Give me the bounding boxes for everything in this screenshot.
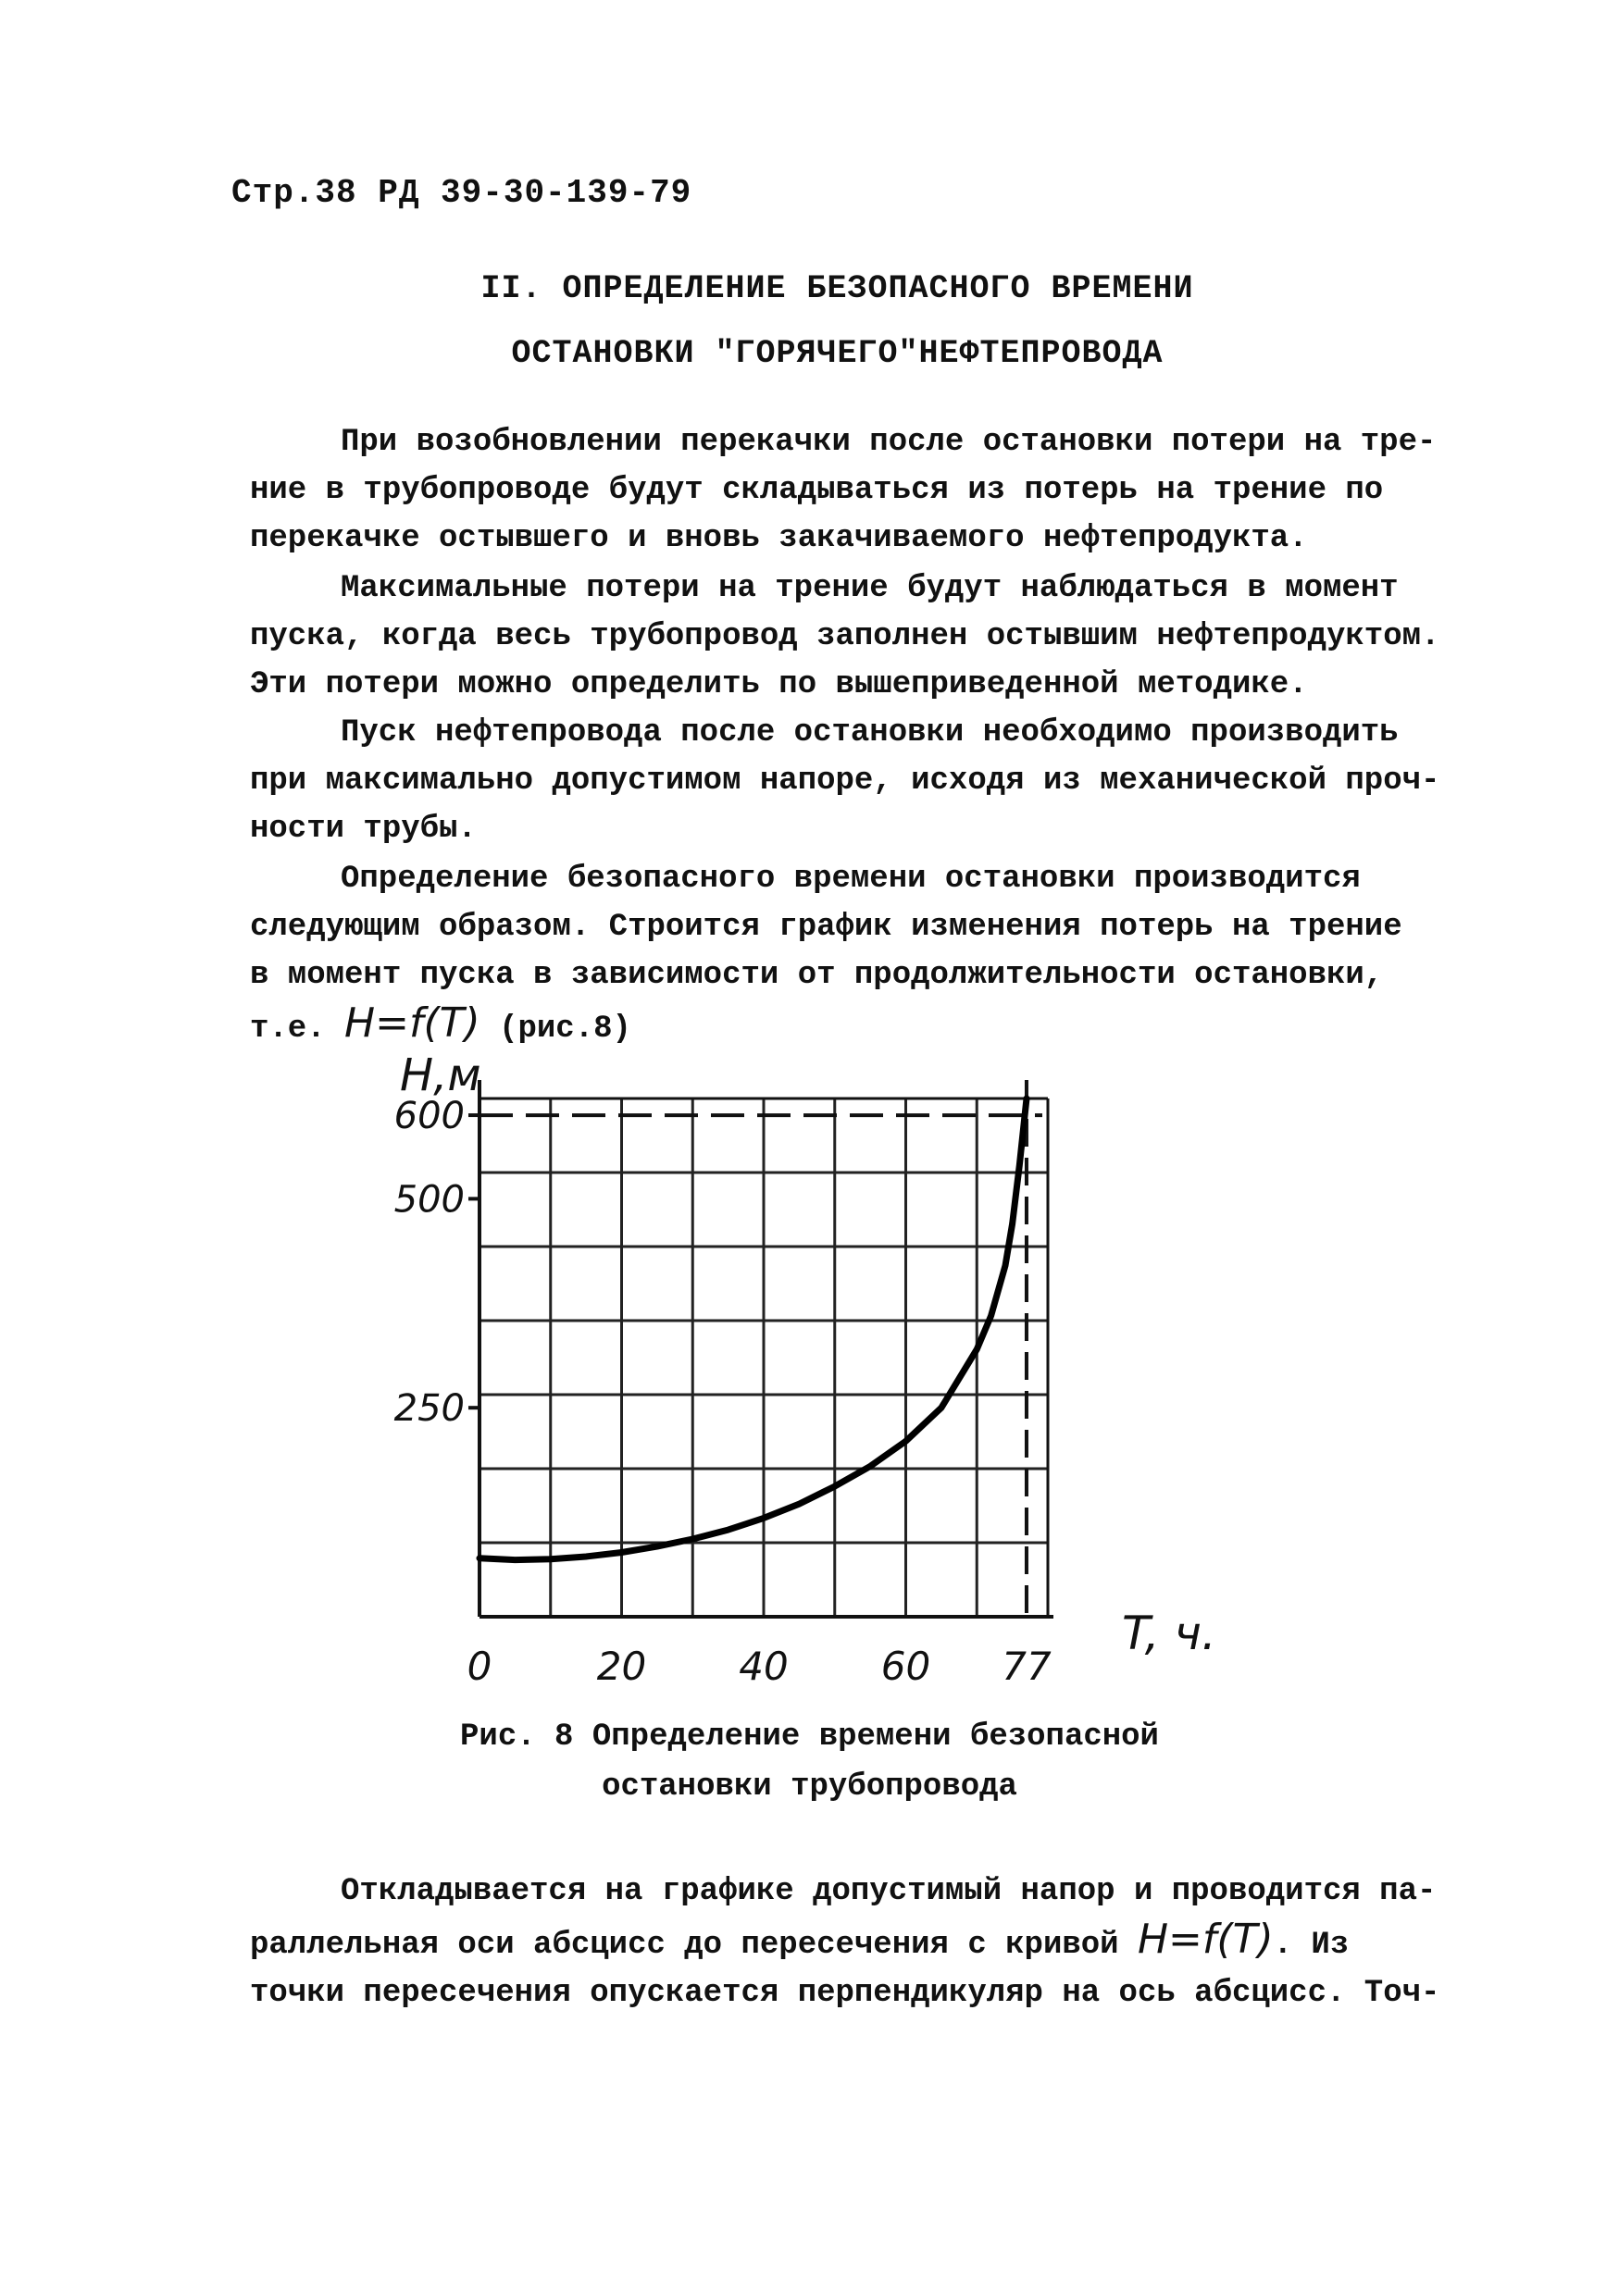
x-tick-label: 20 bbox=[596, 1644, 647, 1689]
paragraph-line: Откладывается на графике допустимый напор и проводится па- bbox=[341, 1874, 1437, 1909]
chart-labels bbox=[394, 1049, 1216, 1689]
figure-caption-line-1: Рис. 8 Определение времени безопасной bbox=[460, 1719, 1159, 1755]
x-axis-label: T, ч. bbox=[1122, 1607, 1216, 1660]
paragraph-line: ности трубы. bbox=[250, 812, 477, 847]
x-tick-label: 77 bbox=[1002, 1644, 1052, 1689]
curve-h-of-t bbox=[479, 1098, 1027, 1560]
paragraph-line: следующим образом. Строится график изменения потерь на трение bbox=[250, 910, 1402, 945]
formula-h-of-t: H=f(T) bbox=[1137, 1916, 1274, 1963]
paragraph-line: ние в трубопроводе будут складываться из потерь на трение по bbox=[250, 473, 1384, 508]
paragraph-line: Максимальные потери на трение будут наблюдаться в момент bbox=[341, 571, 1399, 606]
chart-reference-lines bbox=[479, 1080, 1042, 1617]
paragraph-line: Определение безопасного времени остановки производится bbox=[341, 862, 1361, 897]
line-text: . Из bbox=[1273, 1928, 1350, 1963]
paragraph-line: Пуск нефтепровода после остановки необходимо производить bbox=[341, 715, 1399, 751]
paragraph-line: при максимально допустимом напоре, исходя из механической проч- bbox=[250, 763, 1440, 799]
x-tick-label: 40 bbox=[739, 1644, 789, 1689]
x-tick-label: 0 bbox=[467, 1644, 492, 1689]
line-text: т.е. bbox=[250, 1011, 345, 1047]
paragraph-line: точки пересечения опускается перпендикуляр на ось абсцисс. Точ- bbox=[250, 1976, 1440, 2011]
line-text: раллельная оси абсцисс до пересечения с кривой bbox=[250, 1928, 1138, 1963]
paragraph-line: Эти потери можно определить по вышеприведенной методике. bbox=[250, 667, 1308, 702]
page-header: Стр.38 РД 39-30-139-79 bbox=[231, 174, 692, 212]
section-title-line-1: II. ОПРЕДЕЛЕНИЕ БЕЗОПАСНОГО ВРЕМЕНИ bbox=[480, 270, 1194, 307]
y-tick-label: 500 bbox=[393, 1178, 465, 1222]
paragraph-5 bbox=[250, 1868, 1440, 2017]
y-axis-label: H,м bbox=[400, 1049, 481, 1101]
section-title-line-2: ОСТАНОВКИ "ГОРЯЧЕГО"НЕФТЕПРОВОДА bbox=[511, 335, 1164, 372]
paragraph-line: перекачке остывшего и вновь закачиваемого нефтепродукта. bbox=[250, 521, 1308, 556]
line-text: (рис.8) bbox=[479, 1011, 631, 1047]
chart-axes bbox=[468, 1080, 1053, 1617]
y-tick-label: 600 bbox=[393, 1095, 465, 1138]
chart-series bbox=[479, 1098, 1027, 1560]
paragraph-line: При возобновлении перекачки после остановки потери на тре- bbox=[341, 425, 1437, 460]
formula-h-of-t: H=f(T) bbox=[344, 999, 480, 1047]
x-tick-label: 60 bbox=[880, 1644, 931, 1689]
y-tick-label: 250 bbox=[393, 1387, 465, 1431]
paragraph-line: пуска, когда весь трубопровод заполнен остывшим нефтепродуктом. bbox=[250, 619, 1440, 654]
paragraph-line: в момент пуска в зависимости от продолжительности остановки, bbox=[250, 958, 1384, 993]
chart-grid bbox=[479, 1098, 1048, 1617]
paragraph-line bbox=[250, 1916, 1435, 1969]
figure-caption bbox=[0, 1712, 1619, 1812]
figure-caption-line-2: остановки трубопровода bbox=[602, 1769, 1017, 1805]
